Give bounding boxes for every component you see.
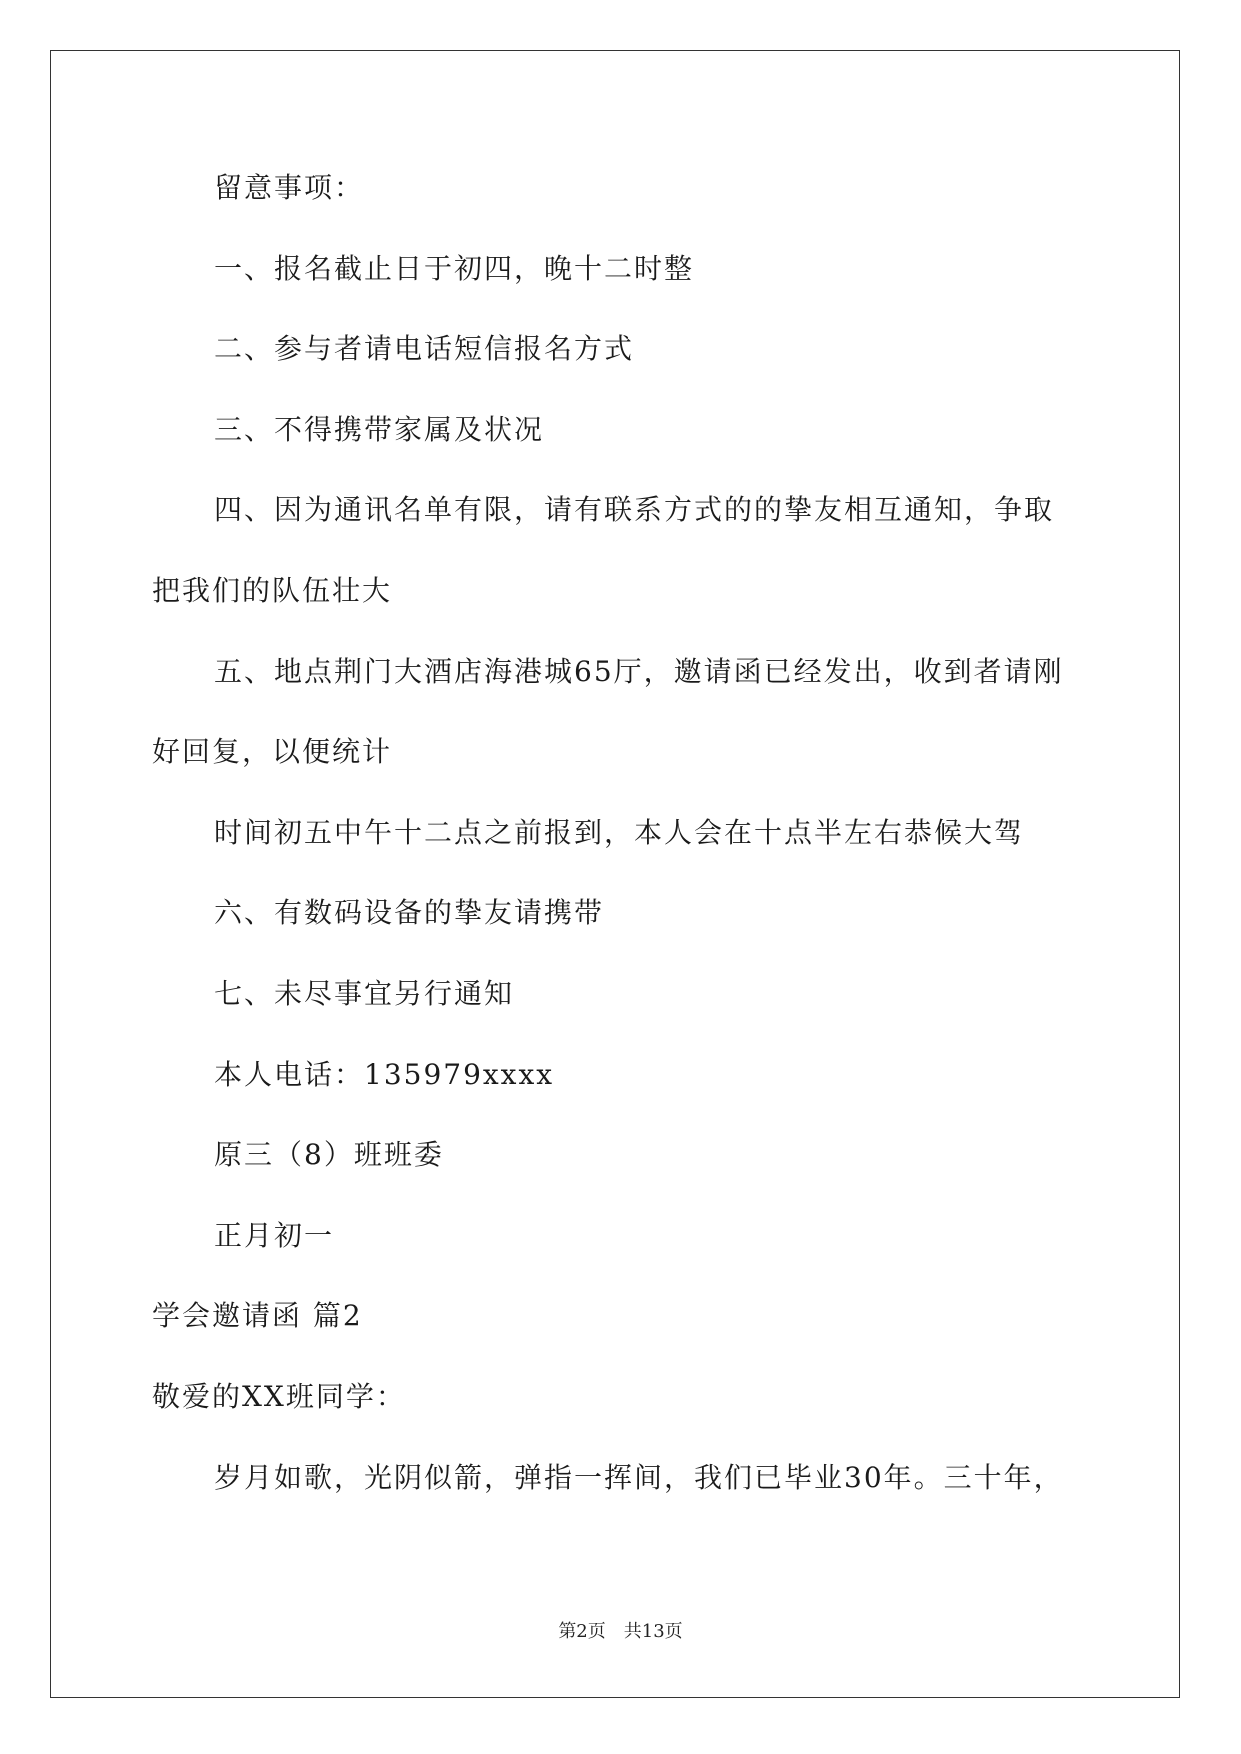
document-body [152, 168, 1092, 1538]
text-line: 好回复，以便统计 [152, 735, 393, 769]
text-line: 留意事项： [214, 171, 365, 204]
text-line: 六、有数码设备的挚友请携带 [214, 896, 605, 930]
text-line: 原三（8）班班委 [214, 1138, 444, 1172]
text-line: 岁月如歌，光阴似箭，弹指一挥间，我们已毕业30年。三十年， [214, 1460, 1064, 1494]
text-line: 把我们的队伍壮大 [152, 573, 393, 607]
page-number: 第2页 [558, 1621, 606, 1642]
text-line: 三、不得携带家属及状况 [214, 412, 545, 446]
page-footer [0, 1620, 1241, 1644]
page-total: 共13页 [623, 1621, 683, 1642]
text-line: 七、未尽事宜另行通知 [214, 976, 515, 1010]
text-line: 一、报名截止日于初四，晚十二时整 [214, 251, 695, 285]
text-line: 时间初五中午十二点之前报到，本人会在十点半左右恭候大驾 [214, 815, 1025, 849]
salutation: 敬爱的XX班同学： [152, 1379, 406, 1413]
text-line: 四、因为通讯名单有限，请有联系方式的的挚友相互通知，争取 [214, 493, 1055, 527]
text-line: 五、地点荆门大酒店海港城65厅，邀请函已经发出，收到者请刚 [214, 654, 1064, 688]
text-line: 二、参与者请电话短信报名方式 [214, 332, 635, 366]
section-heading: 学会邀请函 篇2 [152, 1299, 363, 1333]
text-line: 本人电话：135979xxxx [214, 1057, 555, 1091]
text-line: 正月初一 [214, 1218, 335, 1252]
